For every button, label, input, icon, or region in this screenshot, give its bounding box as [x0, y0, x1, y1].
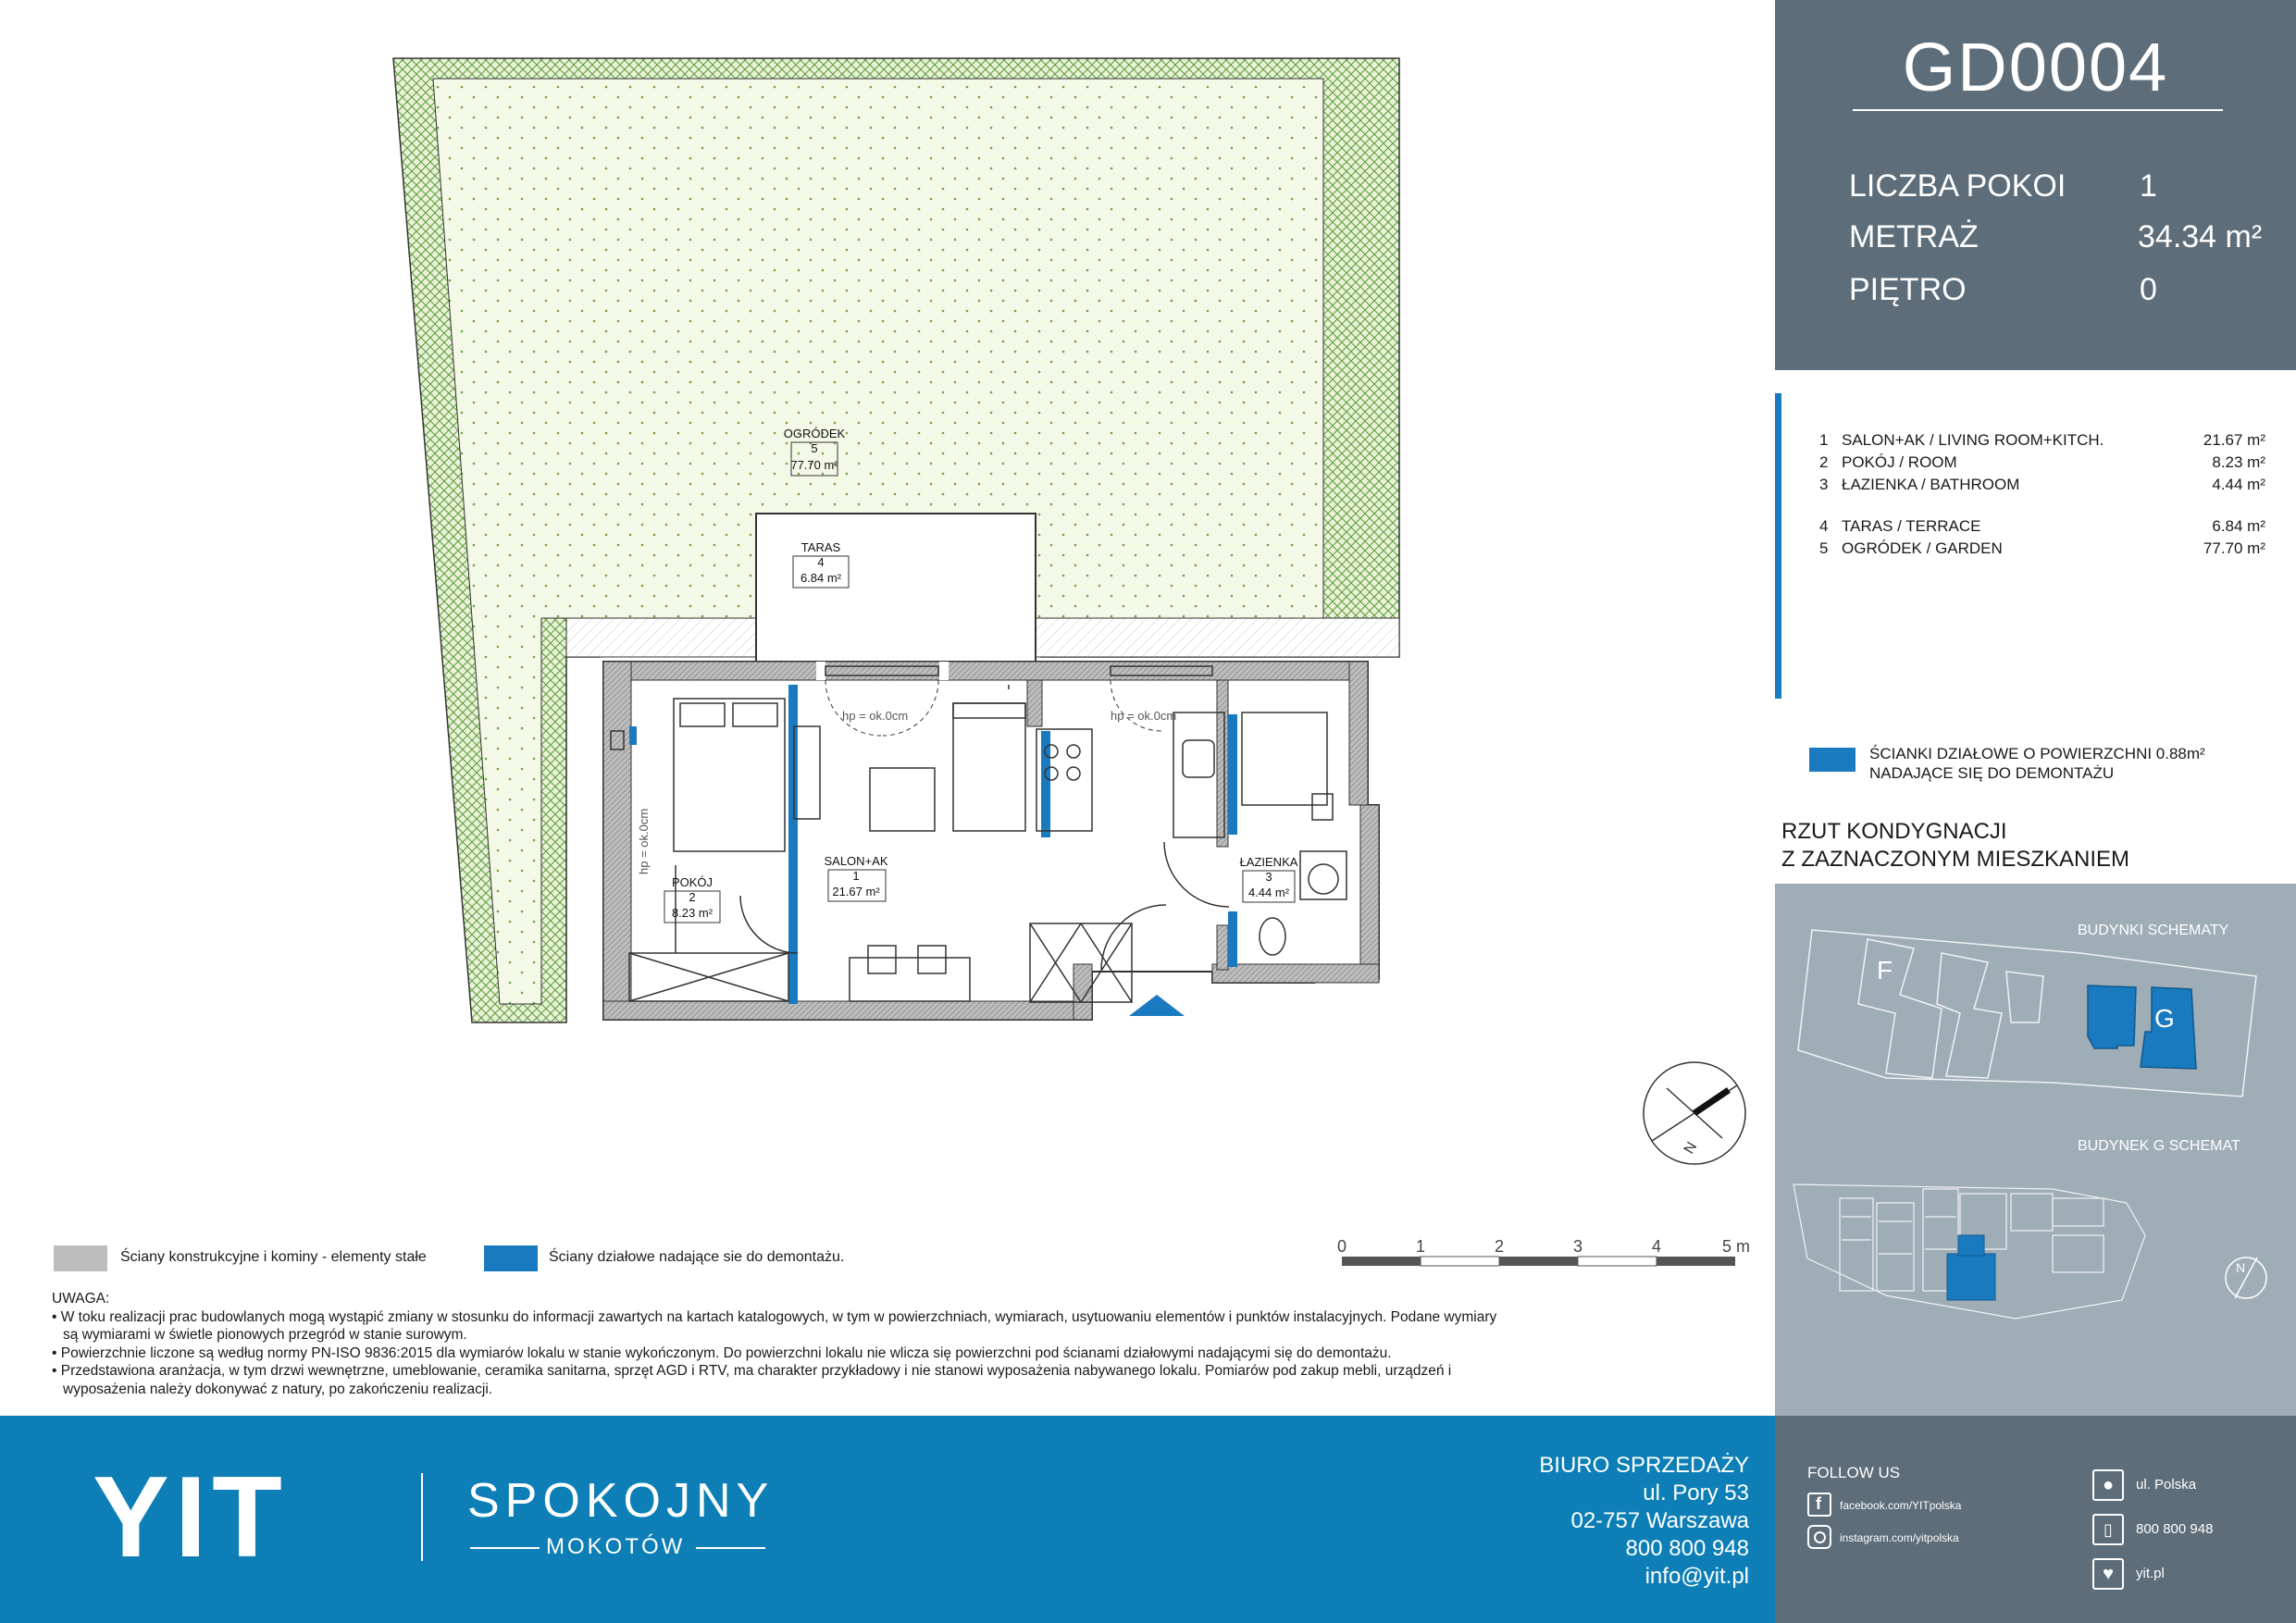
- room-name-tag: POKÓJ: [671, 875, 714, 889]
- phone[interactable]: 800 800 948: [2136, 1521, 2214, 1537]
- room-row: [1819, 476, 2265, 494]
- living-name: SALON+AK: [824, 854, 888, 868]
- note-line: są wymiarami w świetle pionowych przegród w stanie surowym.: [63, 1327, 467, 1343]
- svg-text:N: N: [2236, 1260, 2246, 1275]
- sales-street: ul. Pory 53: [1643, 1481, 1749, 1505]
- heart-icon: ♥: [2092, 1558, 2124, 1590]
- garden-name: OGRÓDEK: [783, 427, 846, 440]
- bathroom-num: 3: [1265, 870, 1272, 884]
- floor-label: PIĘTRO: [1849, 272, 1967, 307]
- notes-title: UWAGA:: [52, 1291, 110, 1307]
- sales-title: BIURO SPRZEDAŻY: [1539, 1453, 1749, 1478]
- partition-wall: [1228, 911, 1237, 967]
- threshold-label-1: hp = ok.0cm: [842, 709, 909, 723]
- room-name: TARAS / TERRACE: [1842, 517, 1981, 535]
- room-name: SALON+AK / LIVING ROOM+KITCH.: [1842, 431, 2104, 449]
- garden-num: 5: [811, 441, 818, 455]
- scale-tick: 5 m: [1721, 1237, 1751, 1256]
- area-label: METRAŻ: [1849, 219, 1979, 254]
- room-num-tag: 2: [689, 890, 696, 904]
- address: ul. Polska: [2136, 1477, 2197, 1493]
- scale-tick: 2: [1494, 1237, 1505, 1256]
- bathroom-area: 4.44 m²: [1247, 886, 1290, 899]
- unit-code-underline: [1853, 109, 2223, 111]
- project-name-line1: SPOKOJNY: [467, 1474, 775, 1528]
- sales-phone[interactable]: 800 800 948: [1625, 1536, 1749, 1561]
- partition-wall-legend-swatch: [484, 1245, 538, 1271]
- area-value: 34.34 m²: [2138, 219, 2263, 254]
- project-rule-right: [696, 1547, 765, 1549]
- instagram-link[interactable]: instagram.com/yitpolska: [1840, 1531, 1959, 1544]
- building-g-highlight: [1947, 1254, 1995, 1300]
- location-pin-icon: ●: [2092, 1469, 2124, 1501]
- north-arrow-icon: [1644, 1062, 1745, 1164]
- rooms-count-value: 1: [2140, 168, 2157, 204]
- project-name-line2: MOKOTÓW: [546, 1534, 686, 1559]
- partition-wall: [788, 685, 798, 1004]
- small-north-arrow-icon: [2226, 1258, 2266, 1298]
- room-number: 2: [1819, 453, 1829, 471]
- terrace-area: 6.84 m²: [800, 571, 842, 585]
- room-area: 77.70 m²: [2203, 539, 2265, 557]
- scale-bar: [1337, 1237, 1750, 1266]
- unit-code: GD0004: [1902, 29, 2169, 105]
- floor-value: 0: [2140, 272, 2157, 307]
- sales-email[interactable]: info@yit.pl: [1644, 1564, 1749, 1589]
- room-area-tag: 8.23 m²: [671, 906, 714, 920]
- entrance-arrow-icon: [1129, 995, 1185, 1016]
- facebook-link[interactable]: facebook.com/YITpolska: [1840, 1499, 1962, 1512]
- room-area: 21.67 m²: [2203, 431, 2265, 449]
- floor-plan-heading-line1: RZUT KONDYGNACJI: [1781, 819, 2007, 844]
- scale-tick: 1: [1415, 1237, 1426, 1256]
- partition-legend-swatch: [1809, 748, 1855, 772]
- scale-tick: 4: [1651, 1237, 1662, 1256]
- sales-city: 02-757 Warszawa: [1570, 1508, 1749, 1533]
- footer-divider: [421, 1473, 423, 1561]
- project-rule-left: [470, 1547, 540, 1549]
- building-g-part-1: [2088, 985, 2136, 1048]
- note-line: wyposażenia należy dokonywać z natury, po zakończeniu realizacji.: [63, 1381, 493, 1397]
- notes: [52, 1290, 1662, 1398]
- room-area: 8.23 m²: [2212, 453, 2265, 471]
- instagram-icon[interactable]: [1807, 1525, 1831, 1549]
- building-g-label: G: [2154, 1004, 2175, 1033]
- buildings-map-caption: BUDYNKI SCHEMATY: [2078, 923, 2229, 938]
- room-name: POKÓJ / ROOM: [1842, 453, 1957, 471]
- room-list-accent-bar: [1775, 393, 1781, 699]
- brand-logo: YIT: [93, 1454, 288, 1581]
- sales-office: [1444, 1453, 1749, 1601]
- room-number: 3: [1819, 476, 1829, 493]
- room-number: 4: [1819, 517, 1829, 535]
- room-name: ŁAZIENKA / BATHROOM: [1842, 476, 2020, 493]
- partition-wall-legend-text: Ściany działowe nadające sie do demontażu.: [549, 1249, 845, 1265]
- room-row: [1819, 517, 2265, 536]
- floor-plan-heading: [1781, 818, 2263, 873]
- room-number: 1: [1819, 431, 1829, 449]
- follow-us: FOLLOW US: [1807, 1464, 1901, 1481]
- facebook-icon[interactable]: f: [1807, 1493, 1831, 1517]
- bathroom-name: ŁAZIENKA: [1239, 855, 1298, 869]
- room-name: OGRÓDEK / GARDEN: [1842, 539, 2003, 557]
- note-line: • Przedstawiona aranżacja, w tym drzwi wewnętrzne, umeblowanie, ceramika sanitarna, sprzęt AGD i RTV, ma charakter przykładowy i nie stanowi wyposażenia nabywanego lokalu. Pomiarów pod zakup mebli, urządzeń i: [52, 1363, 1452, 1379]
- note-line: • W toku realizacji prac budowlanych mogą wystąpić zmiany w stosunku do informacji zawartych na kartach katalogowych, w tym w powierzchniach, wymiarach, usytuowaniu elementów i punktów instalacyjnych. Podane wymiary: [52, 1308, 1497, 1325]
- website[interactable]: yit.pl: [2136, 1566, 2165, 1581]
- footer: [0, 1416, 1775, 1623]
- wall-legend-text: Ściany konstrukcyjne i kominy - elementy stałe: [120, 1249, 427, 1265]
- room-row: [1819, 453, 2265, 472]
- wall-legend-swatch: [54, 1245, 107, 1271]
- unit-info-panel: [1775, 0, 2296, 370]
- living-num: 1: [852, 869, 860, 883]
- threshold-label-3: hp = ok.0cm: [637, 808, 651, 874]
- site-maps-panel: [1775, 884, 2296, 1416]
- phone-icon: ▯: [2092, 1514, 2124, 1545]
- scale-tick: 3: [1572, 1237, 1583, 1256]
- room-area: 4.44 m²: [2212, 476, 2265, 493]
- note-line: • Powierzchnie liczone są według normy PN-ISO 9836:2015 dla wymiarów lokalu w stanie wykończonym. Do powierzchni lokalu nie wlicza się powierzchni pod ścianami działowymi nadającymi się do demontażu.: [52, 1344, 1392, 1361]
- terrace-name: TARAS: [800, 540, 841, 554]
- terrace-num: 4: [817, 555, 825, 569]
- floor-plan-heading-line2: Z ZAZNACZONYM MIESZKANIEM: [1781, 847, 2130, 872]
- partition-legend-text: ŚCIANKI DZIAŁOWE O POWIERZCHNI 0.88m² NADAJĄCE SIĘ DO DEMONTAŻU: [1869, 745, 2205, 782]
- room-area: 6.84 m²: [2212, 517, 2265, 535]
- north-label: N: [1681, 1139, 1701, 1157]
- building-g-map-caption: BUDYNEK G SCHEMAT: [2078, 1138, 2240, 1154]
- garden-area: 77.70 m²: [790, 458, 838, 472]
- rooms-count-label: LICZBA POKOI: [1849, 168, 2066, 204]
- footer-contact: [1775, 1416, 2296, 1623]
- threshold-label-2: hp = ok.0cm: [1111, 709, 1177, 723]
- living-area: 21.67 m²: [832, 885, 880, 898]
- room-number: 5: [1819, 539, 1829, 557]
- room-row: [1819, 539, 2265, 558]
- room-row: [1819, 431, 2265, 450]
- scale-tick: 0: [1336, 1237, 1347, 1256]
- building-f-label: F: [1877, 956, 1893, 985]
- partition-wall: [1228, 714, 1237, 835]
